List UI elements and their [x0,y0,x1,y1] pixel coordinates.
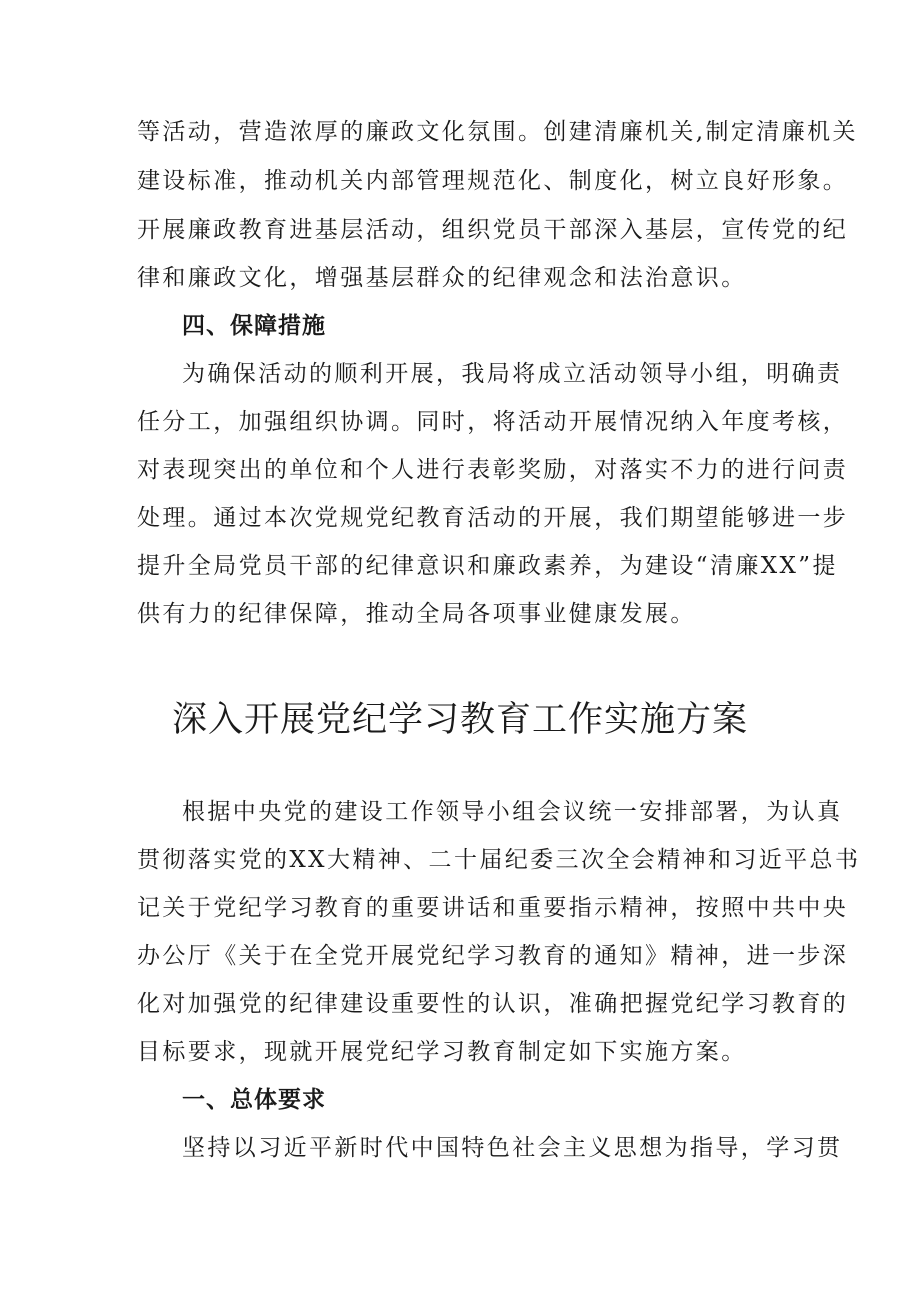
document-title: 深入开展党纪学习教育工作实施方案 [171,700,748,740]
document-page: 等活动，营造浓厚的廉政文化氛围。创建清廉机关,制定清廉机关 建设标准，推动机关内部管理规范化、制度化，树立良好形象。 开展廉政教育进基层活动，组织党员干部深入基层，宣传党的纪 律和廉政文化，增强基层群众的纪律观念和法治意识。 四、保障措施 为确保活动的顺利开展，我局将成立活动领导小组，明确责 任分工，加强组织协调。同时，将活动开展情况纳入年度考核， 对表现突出的单位和个人进行表彰奖励，对落实不力的进行问责 处理。通过本次党规党纪教育活动的开展，我们期望能够进一步 提升全局党员干部的纪律意识和廉政素养，为建设“清廉XX”提 供有力的纪律保障，推动全局各项事业健康发展。 深入开展党纪学习教育工作实施方案 根据中央党的建设工作领导小组会议统一安排部署，为认真 贯彻落实党的XX大精神、二十届纪委三次全会精神和习近平总书 记关于党纪学习教育的重要讲话和重要指示精神，按照中共中央 办公厅《关于在全党开展党纪学习教育的通知》精神，进一步深 化对加强党的纪律建设重要性的认识，准确把握党纪学习教育的 目标要求，现就开展党纪学习教育制定如下实施方案。 一、总体要求 坚持以习近平新时代中国特色社会主义思想为指导，学习贯 [0,0,920,1301]
